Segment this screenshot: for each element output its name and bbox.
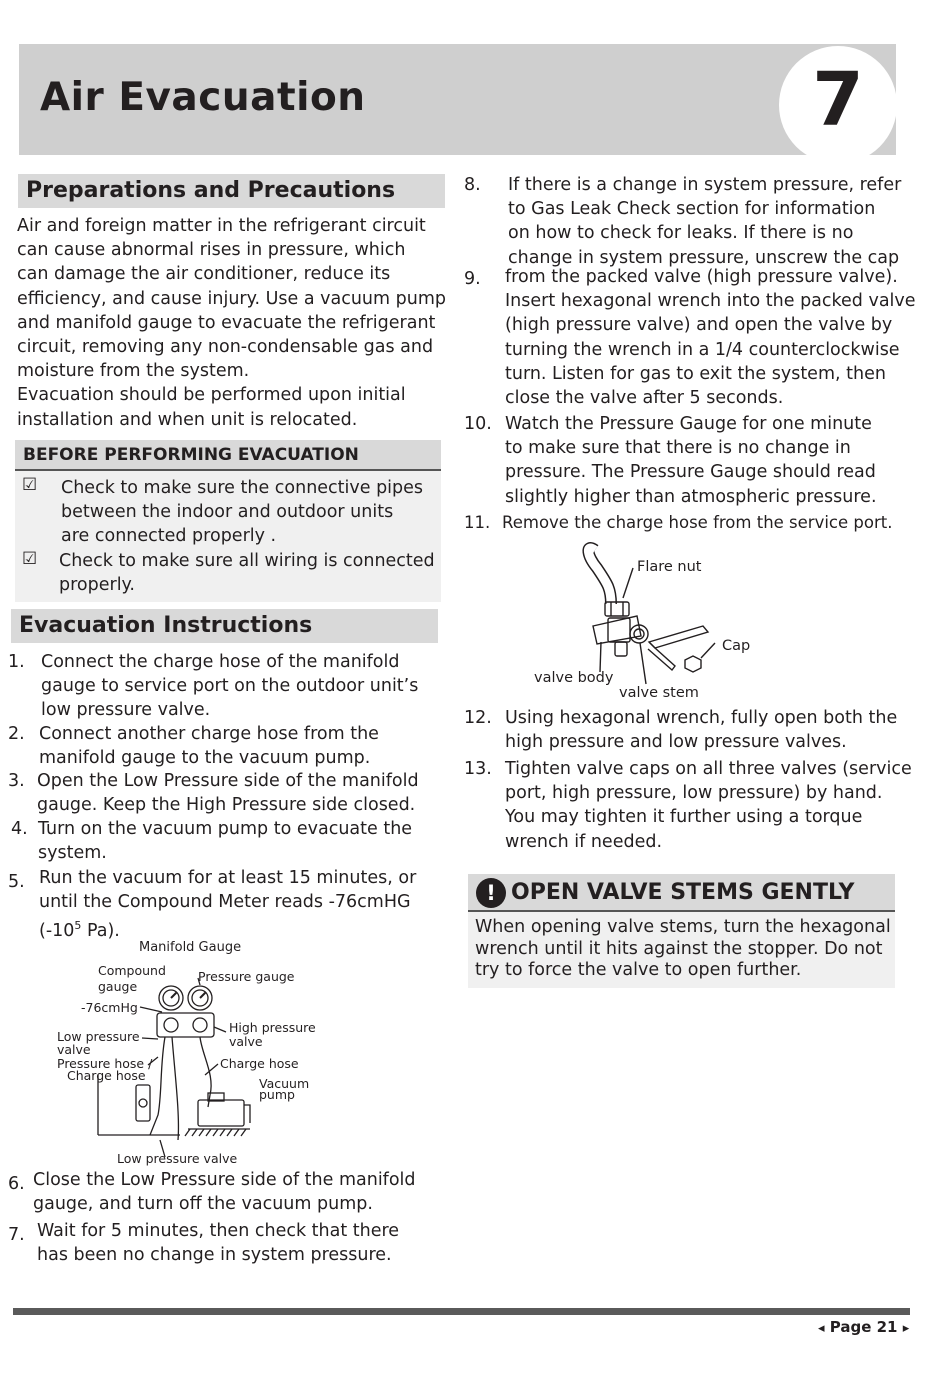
prep-line: Air and foreign matter in the refrigerant circuit: [17, 216, 426, 236]
prep-line: efficiency, and cause injury. Use a vacuum pump: [17, 288, 446, 309]
step-line: slightly higher than atmospheric pressure.: [505, 486, 877, 507]
label-compound: Compound: [98, 963, 166, 978]
step-line: until the Compound Meter reads -76cmHG: [39, 892, 411, 913]
step-line: Open the Low Pressure side of the manifold: [37, 771, 419, 791]
exclamation-icon: !: [476, 878, 506, 908]
step-line: turning the wrench in a 1/4 counterclockwise: [505, 339, 900, 360]
page-footer: [818, 1318, 909, 1336]
label-vacuum-pump: pump: [259, 1087, 295, 1102]
step-line: has been no change in system pressure.: [37, 1245, 392, 1266]
step-line: low pressure valve.: [41, 700, 211, 721]
label-high-pressure-valve: valve: [229, 1034, 263, 1049]
prep-line: can cause abnormal rises in pressure, which: [17, 240, 406, 261]
manifold-body: [157, 1013, 214, 1037]
step-number: 2.: [8, 724, 25, 744]
step-line: gauge. Keep the High Pressure side closed.: [37, 795, 416, 816]
step-line: Remove the charge hose from the service port.: [502, 513, 893, 532]
step-line: from the packed valve (high pressure valve).: [505, 267, 898, 287]
before-item: [59, 549, 435, 597]
cap-icon: [685, 656, 701, 672]
step-number: 8.: [464, 175, 481, 195]
step-number: 11.: [464, 513, 491, 532]
warning-line: wrench until it hits against the stopper. Do not: [475, 938, 883, 959]
step-line: You may tighten it further using a torque: [505, 807, 863, 828]
label-valve-body: valve body: [534, 670, 614, 686]
label-charge-hose: Charge hose: [220, 1056, 299, 1071]
step-line: pressure. The Pressure Gauge should read: [505, 462, 876, 483]
step-line: Using hexagonal wrench, fully open both the: [505, 708, 898, 728]
step-number: 4.: [11, 819, 28, 839]
prep-line: can damage the air conditioner, reduce its: [17, 264, 391, 285]
step-line: change in system pressure, unscrew the cap: [508, 247, 900, 268]
before-line: are connected properly .: [61, 526, 277, 547]
step-number: 5.: [8, 872, 25, 892]
step-line: Wait for 5 minutes, then check that there: [37, 1221, 400, 1241]
step-line: Watch the Pressure Gauge for one minute: [505, 414, 872, 434]
label-high-pressure-valve: High pressure: [229, 1020, 316, 1035]
label-reading: -76cmHg: [81, 1000, 138, 1015]
warning-title: OPEN VALVE STEMS GENTLY: [511, 880, 855, 905]
step-line: gauge, and turn off the vacuum pump.: [33, 1194, 373, 1215]
vacuum-pump-icon: [198, 1100, 244, 1126]
label-compound: gauge: [98, 979, 138, 994]
diagram-title: Manifold Gauge: [139, 940, 242, 955]
step-line: Turn on the vacuum pump to evacuate the: [38, 819, 413, 839]
before-item: [61, 476, 423, 549]
warning-text: [475, 917, 891, 982]
label-pressure-gauge: Pressure gauge: [198, 969, 295, 984]
before-line: properly.: [59, 575, 135, 596]
step-line: to make sure that there is no change in: [505, 438, 851, 459]
step-number: 10.: [464, 414, 492, 434]
step-number: 13.: [464, 759, 492, 779]
prep-text: [17, 214, 446, 432]
before-heading: BEFORE PERFORMING EVACUATION: [15, 440, 441, 471]
prev-arrow-icon: ◂: [818, 1321, 825, 1336]
step-line: wrench if needed.: [505, 831, 663, 852]
step-line: Run the vacuum for at least 15 minutes, or: [39, 868, 417, 888]
step-number: 3.: [8, 771, 25, 791]
step-line: close the valve after 5 seconds.: [505, 388, 784, 409]
step-line: to Gas Leak Check section for information: [508, 199, 876, 220]
prep-line: Evacuation should be performed upon initial: [17, 385, 406, 406]
page-title: Air Evacuation: [40, 75, 366, 120]
label-pressure-hose: Pressure hose /: [57, 1056, 153, 1071]
step-line: on how to check for leaks. If there is no: [508, 223, 854, 244]
step-line: gauge to service port on the outdoor unit’s: [41, 676, 419, 697]
step-line: (high pressure valve) and open the valve by: [505, 315, 893, 336]
instructions-heading: Evacuation Instructions: [11, 609, 438, 643]
step-number: 6.: [8, 1174, 25, 1194]
checkbox-icon: ☑: [22, 549, 38, 569]
step-number: 7.: [8, 1225, 25, 1245]
valve-body-icon: [593, 616, 641, 644]
label-flare-nut: Flare nut: [637, 559, 702, 575]
prep-heading: Preparations and Precautions: [18, 174, 445, 208]
step-line: Insert hexagonal wrench into the packed valve: [505, 291, 916, 312]
step-line: Tighten valve caps on all three valves (service: [505, 759, 912, 779]
page-number: Page 21: [829, 1318, 898, 1336]
before-line: Check to make sure the connective pipes: [61, 478, 424, 498]
step-number: 9.: [464, 269, 481, 289]
label-low-pressure-valve: Low pressure: [57, 1029, 140, 1044]
step-line: Connect another charge hose from the: [39, 724, 379, 744]
label-valve-stem: valve stem: [619, 685, 699, 701]
step-line: high pressure and low pressure valves.: [505, 732, 847, 753]
step-line: turn. Listen for gas to exit the system, then: [505, 363, 886, 384]
step-line: If there is a change in system pressure, refer: [508, 175, 902, 195]
label-low-pressure-valve: valve: [57, 1042, 91, 1057]
label-pressure-hose: Charge hose: [67, 1068, 146, 1083]
packed-valve-diagram: [525, 538, 765, 703]
footer-rule: [13, 1308, 910, 1315]
label-bottom-low-pressure-valve: Low pressure valve: [117, 1151, 238, 1166]
label-cap: Cap: [722, 638, 751, 654]
step-line: port, high pressure, low pressure) by hand.: [505, 783, 883, 804]
step-line: manifold gauge to the vacuum pump.: [39, 748, 371, 769]
next-arrow-icon: ▸: [902, 1321, 910, 1336]
hex-wrench-icon: [649, 626, 708, 648]
before-line: between the indoor and outdoor units: [61, 502, 394, 523]
prep-line: and manifold gauge to evacuate the refrigerant: [17, 312, 436, 333]
label-vacuum-pump: Vacuum: [259, 1076, 310, 1091]
warning-line: try to force the valve to open further.: [475, 960, 802, 980]
flare-nut-icon: [605, 602, 629, 616]
prep-line: circuit, removing any non-condensable gas and: [17, 337, 434, 358]
checkbox-icon: ☑: [22, 475, 38, 495]
step-line-part: (-10: [39, 921, 75, 942]
step-number: 12.: [464, 708, 492, 728]
prep-line: moisture from the system.: [17, 361, 250, 382]
chapter-number: 7: [812, 57, 864, 143]
prep-line: installation and when unit is relocated.: [17, 409, 358, 430]
step-line: system.: [38, 843, 107, 864]
step-line: Close the Low Pressure side of the manifold: [33, 1170, 416, 1190]
before-line: Check to make sure all wiring is connected: [59, 551, 435, 571]
superscript: 5: [74, 919, 82, 933]
manifold-gauge-diagram: [50, 935, 390, 1170]
warning-line: When opening valve stems, turn the hexagonal: [475, 917, 891, 937]
step-line-part: Pa).: [81, 921, 120, 942]
step-line: Connect the charge hose of the manifold: [41, 652, 400, 672]
step-number: 1.: [8, 652, 25, 672]
